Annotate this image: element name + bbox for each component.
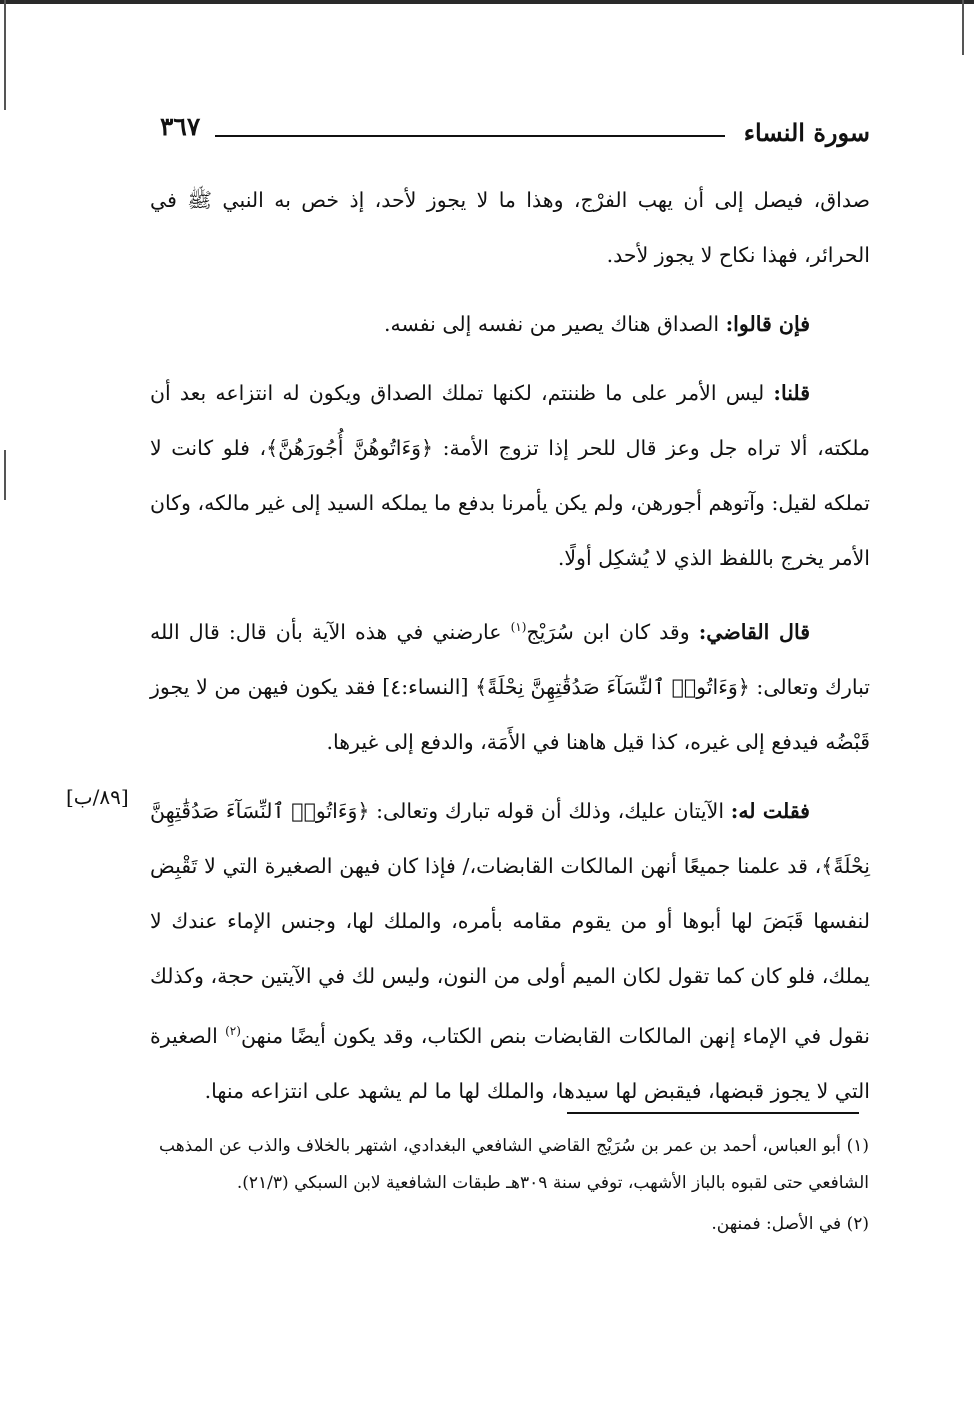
quran-quote: ﴿وَءَاتُوا۟ ٱلنِّسَآءَ صَدُقَٰتِهِنَّ نِحْلَةً﴾ — [475, 674, 750, 699]
quran-citation: [النساء:٤] — [382, 674, 476, 699]
paragraph-3: قلنا: ليس الأمر على ما ظننتم، لكنها تملك الصداق ويكون له انتزاعه بعد أن ملكته، ألا تراه جل وعز قال للحر إذا تزوج الأمة: ﴿وَءَاتُوهُنَّ أُجُورَهُنَّ﴾، فلو كانت لا تملكه لقيل: وآتوهم أجورهن، ولم يكن يأمرنا بدفع ما يملكه السيد إلى غير مالكه، وكان الأمر يخرج باللفظ الذي لا يُشكِل أولًا. — [150, 381, 870, 570]
scan-right-edge-mark — [962, 0, 964, 55]
paragraph-lead: قال القاضي: — [698, 619, 810, 644]
manuscript-folio-marker: [٨٩/ب] — [66, 785, 129, 809]
scan-left-edge-mark — [4, 450, 6, 500]
footnotes — [159, 1128, 869, 1243]
page-number: ٣٦٧ — [160, 112, 201, 141]
scan-left-edge-mark — [4, 0, 6, 110]
paragraph-lead: فإن قالوا: — [725, 312, 810, 336]
paragraph-lead: قلنا: — [773, 381, 810, 405]
paragraph-1: صداق، فيصل إلى أن يهب الفرْج، وهذا ما لا يجوز لأحد، إذ خص به النبي ﷺ في الحرائر، فهذا نكاح لا يجوز لأحد. — [150, 188, 870, 267]
footnote-reference: (١) — [510, 620, 527, 634]
footnote-separator — [567, 1112, 859, 1114]
footnote: (٢) في الأصل: فمنهن. — [711, 1214, 869, 1234]
header-rule — [215, 135, 725, 137]
scan-top-edge — [0, 0, 974, 4]
paragraph-2: فإن قالوا: الصداق هناك يصير من نفسه إلى نفسه. — [383, 312, 810, 336]
quran-quote: ﴿وَءَاتُوا۟ ٱلنِّسَآءَ صَدُقَٰتِهِنَّ نِحْلَةً﴾ — [150, 798, 870, 878]
footnote: (١) أبو العباس، أحمد بن عمر بن سُرَيْج القاضي الشافعي البغدادي، اشتهر بالخلاف والذب عن المذهب الشافعي حتى لقبوه بالباز الأشهب، توفي سنة ٣٠٩هـ طبقات الشافعية لابن السبكي (٢١/٣). — [159, 1136, 869, 1193]
quran-quote: ﴿وَءَاتُوهُنَّ أُجُورَهُنَّ﴾ — [266, 436, 434, 460]
surah-title: سورة النساء — [743, 118, 870, 147]
book-page — [150, 100, 870, 1103]
footnote-reference: (٢) — [225, 1023, 241, 1038]
main-text — [150, 173, 870, 1133]
running-head — [150, 100, 870, 147]
paragraph-lead: فقلت له: — [730, 798, 810, 823]
paragraph-4: قال القاضي: وقد كان ابن سُرَيْج$^{(١)}$ عارضني في هذه الآية بأن قال: قال الله تبارك وتعالى: ﴿وَءَاتُوا۟ ٱلنِّسَآءَ صَدُقَٰتِهِنَّ نِحْلَةً﴾ [النساء:٤] فقد يكون فيهن من لا يجوز قَبْضُه فيدفع إلى غيره، كذا قيل هاهنا في الأَمَة، والدفع إلى غيرها. — [150, 619, 870, 754]
paragraph-5: فقلت له: الآيتان عليك، وذلك أن قوله تبارك وتعالى: ﴿وَءَاتُوا۟ ٱلنِّسَآءَ صَدُقَٰتِهِنَّ نِحْلَةً﴾، قد علمنا جميعًا أنهن المالكات القابضات،/ فإذا كان فيهن الصغيرة التي لا تَقْبِض لنفسها قَبَضَ لها أبوها أو من يقوم مقامه بأمره، والملك لها، وجنس الإماء عندك لا يملك، فلو كان كما تقول لكان الميم أولى من النون، وليس لك في الآيتين حجة، وكذلك نقول في الإماء إنهن المالكات القابضات بنص الكتاب، وقد يكون أيضًا منهن$^{(٢)}$ الصغيرة التي لا يجوز قبضها، فيقبض لها سيدها، والملك لها ما لم يشهد على انتزاعه منها. — [150, 798, 870, 1103]
